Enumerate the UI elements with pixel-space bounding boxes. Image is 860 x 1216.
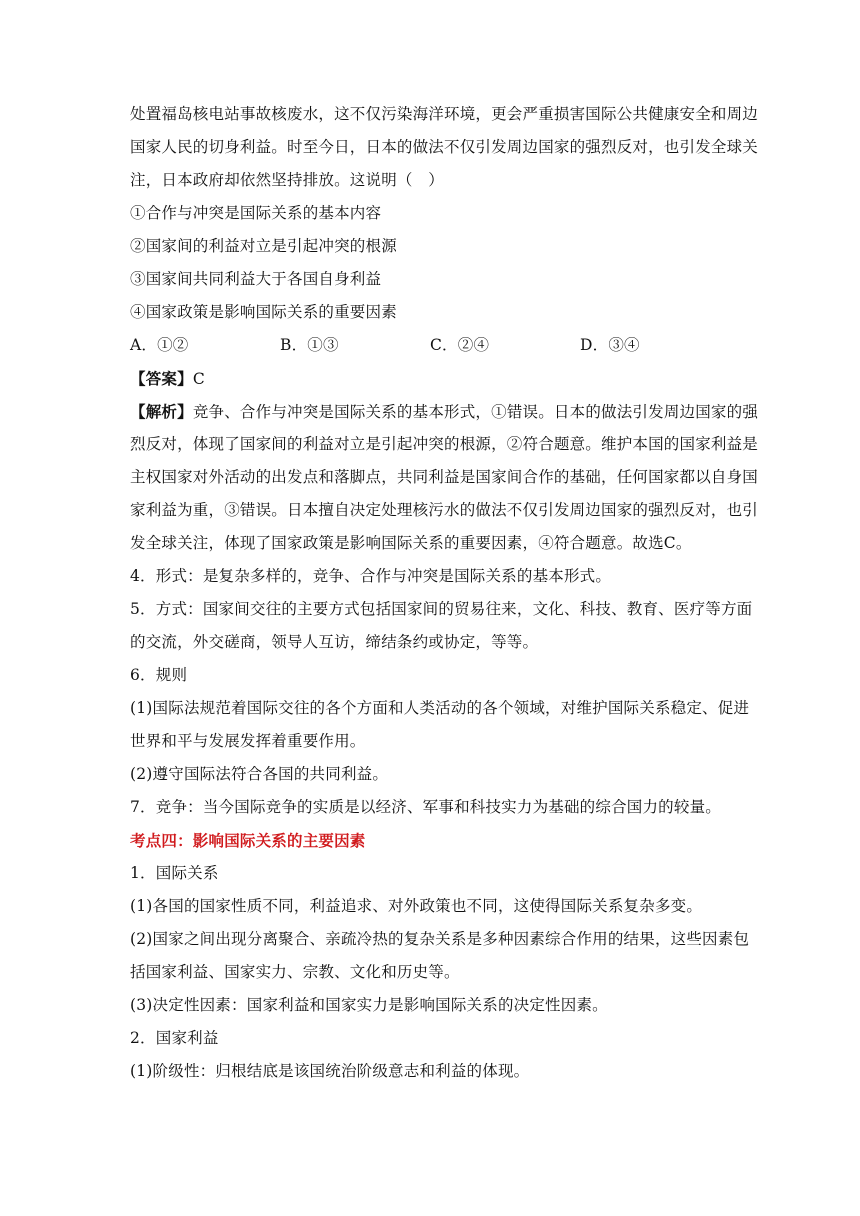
section-line: 括国家利益、国家实力、宗教、文化和历史等。 (130, 963, 460, 981)
answer-options (130, 329, 730, 362)
analysis-line: 烈反对，体现了国家间的利益对立是引起冲突的根源，②符合题意。维护本国的国家利益是 (130, 435, 759, 453)
analysis-line: 发全球关注，体现了国家政策是影响国际关系的重要因素，④符合题意。故选C。 (130, 534, 692, 552)
section-line: (3)决定性因素：国家利益和国家实力是影响国际关系的决定性因素。 (130, 996, 608, 1014)
answer-label: 【答案】 (130, 369, 193, 388)
section-line: (1)各国的国家性质不同，利益追求、对外政策也不同，这使得国际关系复杂多变。 (130, 897, 703, 915)
statement-3: ③国家间共同利益大于各国自身利益 (130, 270, 382, 288)
section-line: 2．国家利益 (130, 1029, 219, 1047)
note-line: (2)遵守国际法符合各国的共同利益。 (130, 765, 389, 783)
section-line: 1．国际关系 (130, 864, 219, 882)
section-line: (2)国家之间出现分离聚合、亲疏冷热的复杂关系是多种因素综合作用的结果，这些因素包 (130, 930, 750, 948)
note-line: (1)国际法规范着国际交往的各个方面和人类活动的各个领域，对维护国际关系稳定、促进 (130, 699, 750, 717)
analysis-line: 主权国家对外活动的出发点和落脚点，共同利益是国家间合作的基础，任何国家都以自身国 (130, 468, 759, 486)
note-line: 世界和平与发展发挥着重要作用。 (130, 732, 366, 750)
answer-value: C (192, 370, 205, 388)
statement-4: ④国家政策是影响国际关系的重要因素 (130, 303, 397, 321)
option-a: A．①② (130, 336, 189, 354)
note-line: 7．竞争：当今国际竞争的实质是以经济、军事和科技实力为基础的综合国力的较量。 (130, 798, 721, 816)
answer-line (130, 362, 730, 395)
analysis-label: 【解析】 (130, 402, 193, 421)
question-stem-line: 国家人民的切身利益。时至今日，日本的做法不仅引发周边国家的强烈反对，也引发全球关 (130, 138, 759, 156)
note-line: 5．方式：国家间交往的主要方式包括国家间的贸易往来，文化、科技、教育、医疗等方面 (130, 600, 753, 618)
section-line: (1)阶级性：归根结底是该国统治阶级意志和利益的体现。 (130, 1062, 530, 1080)
option-c: C．②④ (430, 336, 490, 354)
option-d: D．③④ (580, 336, 640, 354)
analysis-text: 竞争、合作与冲突是国际关系的基本形式，①错误。日本的做法引发周边国家的强 (192, 403, 759, 421)
note-line: 6．规则 (130, 666, 188, 684)
note-line: 的交流，外交磋商，领导人互访，缔结条约或协定，等等。 (130, 633, 539, 651)
section-heading: 考点四：影响国际关系的主要因素 (130, 831, 366, 850)
option-b: B．①③ (280, 336, 339, 354)
question-stem-line: 处置福岛核电站事故核废水，这不仅污染海洋环境，更会严重损害国际公共健康安全和周边 (130, 105, 759, 123)
analysis-line (130, 395, 759, 428)
question-stem-line: 注，日本政府却依然坚持排放。这说明（ ） (130, 171, 445, 189)
note-line: 4．形式：是复杂多样的，竞争、合作与冲突是国际关系的基本形式。 (130, 567, 612, 585)
document-page (130, 98, 759, 1088)
statement-2: ②国家间的利益对立是引起冲突的根源 (130, 237, 397, 255)
statement-1: ①合作与冲突是国际关系的基本内容 (130, 204, 382, 222)
analysis-line: 家利益为重，③错误。日本擅自决定处理核污水的做法不仅引发周边国家的强烈反对，也引 (130, 501, 759, 519)
